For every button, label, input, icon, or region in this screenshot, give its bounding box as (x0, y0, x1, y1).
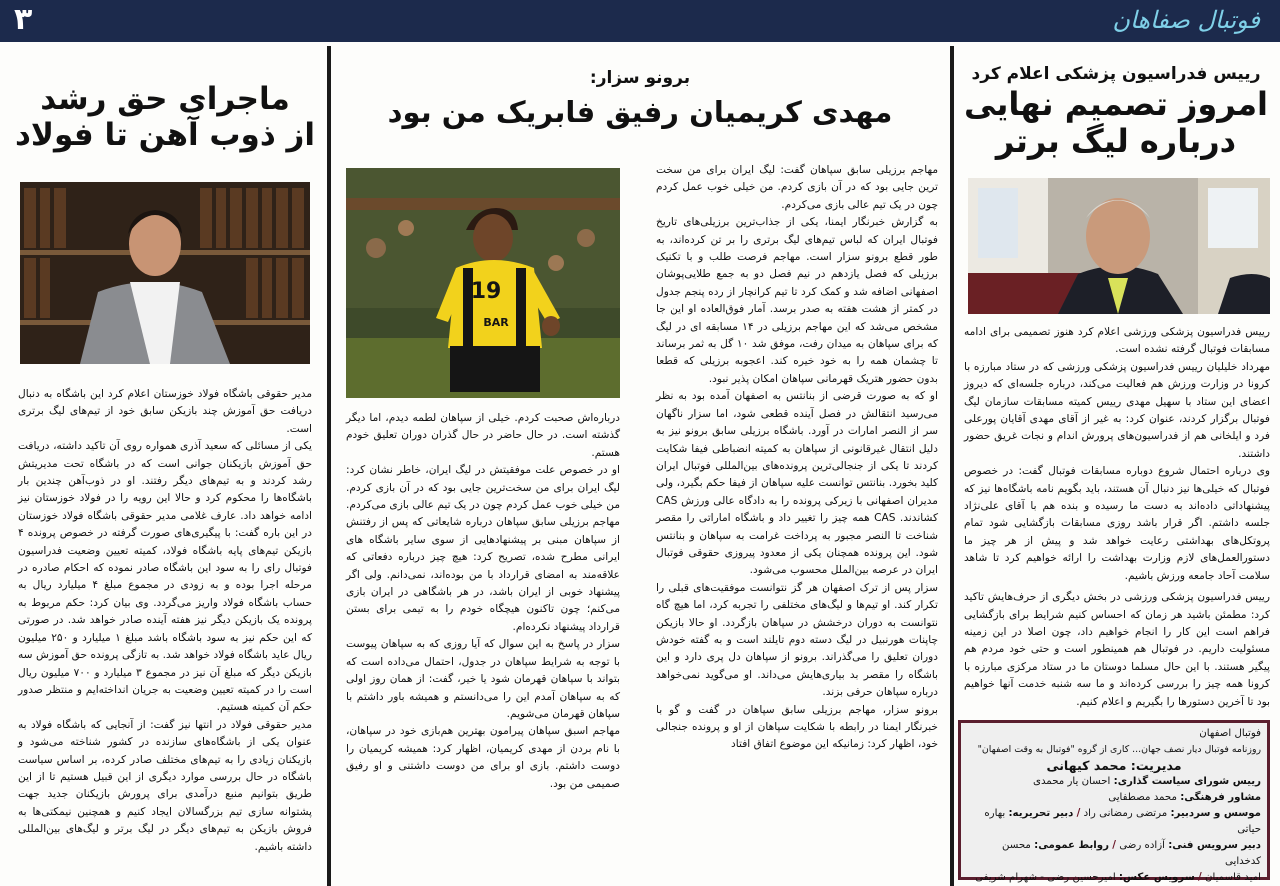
page-header-bar (0, 0, 1280, 42)
credits-name: محمد کیهانی (1046, 758, 1127, 773)
paragraph: مدیر حقوقی باشگاه فولاد خوزستان اعلام کرد این باشگاه به دنبال دریافت حق آموزش چند بازیکن سابق خود از تیم‌های لیگ برتری است. (18, 388, 312, 435)
paragraph: سزار پس از ترک اصفهان هر گز نتوانست موفقیت‌های قبلی را تکرار کند. او تیم‌ها و لیگ‌های مختلفی را تجربه کرد، اما هیچ گاه نتوانست به دوران درخشش در سپاهان بازگردد. او حالا بازیکن چاپنات هورنبیل در لیگ دسته دوم تایلند است و به گفته خودش دوران تعلیق را می‌گذراند. برونو از سپاهان دل پری دارد و این باشگاه را مقصر بد بیاری‌هایش می‌داند. او می‌گوید نمی‌خواهد درباره سپاهان حرفی بزند. (656, 581, 938, 699)
newspaper-logo: فوتبال صفاهان (1112, 6, 1260, 34)
paragraph: او در خصوص علت موفقیتش در لیگ ایران، خاطر نشان کرد: لیگ ایران برای من سخت‌ترین جایی بود که در آن بازی کردم. من خیلی خوب عمل کردم چون در یک تیم عالی بازی می‌کردم. (346, 464, 620, 512)
paragraph: یکی از مسائلی که سعید آذری همواره روی آن تاکید داشته، دریافت حق آموزش بازیکنان جوانی است که در باشگاه تحت مدیریتش رشد کردند و به تیم‌های دیگر رفتند. او در ذوب‌آهن چندین بار باشگاه‌ها را محکوم کرد و حالا این رویه را در فولاد خوزستان نیز ادامه خواهد داد. عارف غلامی مدیر حقوقی باشگاه فولاد خوزستان در این باره گفت: با پیگیری‌های صورت گرفته در خصوص پرونده ۴ بازیکن تیم‌های پایه باشگاه فولاد، کمیته تعیین وضعیت فدراسیون فوتبال رای را به سود این باشگاه صادر نموده که احکام صادره در مرحله اجرا بوده و به زودی در مجموع مبلغ ۴ میلیارد ریال به حساب باشگاه فولاد واریز می‌گردد. وی بیان کرد: حکم مربوط به پرونده یک بازیکن دیگر نیز هفته آینده صادر خواهد شد. در صورتی که این حکم نیز به سود باشگاه باشد مبلغ ۱ میلیارد و ۲۵۰ میلیون ریال عاید باشگاه فولاد خواهد شد. به تازگی پرونده حق آموزش سه بازیکن دیگر که مبلغ آن نیز در مجموع ۳ میلیارد و ۷۰۰ میلیون ریال است را در کمیته تعیین وضعیت به جریان انداخته‌ایم و منتظر صدور حکم آن کمیته هستیم. (18, 440, 313, 714)
column-divider-right (950, 46, 954, 886)
credits-tech: دبیر سرویس فنی: آزاده رضی / روابط عمومی: محسن کدخدایی (1001, 840, 1261, 867)
credits-label: دبیر سرویس فنی: (1168, 840, 1261, 851)
page-number: ۳ (14, 2, 33, 37)
credits-label: مدیریت: (1130, 758, 1182, 773)
credits-culture (967, 790, 1261, 806)
credits-label: موسس و سردبیر: (1170, 808, 1261, 819)
credits-name: محسن کدخدایی (1001, 840, 1261, 867)
legal-director-photo (20, 182, 310, 364)
credits-name: بهاره حیاتی (984, 808, 1261, 835)
paragraph: او که به صورت قرضی از بنانتس به اصفهان آمده بود به نظر می‌رسید انتقالش در فصل آینده قطعی شود، اما سزار ناگهان سر از النصر امارات در آورد. باشگاه برزیلی سابق برونو نیز به دلیل انتقال غیرقانونی از سپاهان به کمیته انضباطی فیفا شکایت کردند تا یکی از جنجالی‌ترین پرونده‌های بین‌المللی فوتبال ایران کلید بخورد. بنانتس توانست علیه سپاهان از فیفا حکم بگیرد، ولی مدیران اصفهانی با زیرکی پرونده را به دادگاه عالی ورزش CAS کشاندند. CAS همه چیز را تغییر داد و باشگاه اماراتی را مقصر شناخت تا النصر مجبور به پرداخت غرامت به سپاهان و بنانتس شود. این پرونده همچنان یکی از معدود پیروزی حقوقی فوتبال ایران در عرصه بین‌الملل محسوب می‌شود. (656, 390, 938, 577)
credits-policy (967, 774, 1261, 790)
credits-founder: موسس و سردبیر: مرتضی رمضانی راد / دبیر تحریریه: بهاره حیاتی (984, 808, 1261, 835)
credits-photo: امید قاسمیان / سرویس عکس: امیرحسین رضی - شهرام شریفی (975, 872, 1261, 883)
middle-article-headline: مهدی کریمیان رفیق فابریک من بود (387, 95, 893, 129)
middle-article (338, 46, 942, 882)
credits-name: آزاده رضی (1119, 840, 1165, 851)
credits-line: روزنامه فوتبال دیار نصف جهان... کاری از گروه "فوتبال به وقت اصفهان" (977, 744, 1261, 755)
credits-label: سرویس عکس: (1118, 872, 1195, 883)
credits-name: مرتضی رمضانی راد (1083, 808, 1168, 819)
right-article-body (964, 324, 1270, 711)
jersey-sponsor: BAR (483, 316, 509, 329)
paragraph: مهاجم اسبق سپاهان پیرامون بهترین هم‌بازی خود در سپاهان، با نام بردن از مهدی کریمیان، اظهار کرد: همیشه کریمیان را دوست داشتم. بازی او برای من دوست داشتنی و او رفیق صمیمی من بود. (346, 725, 620, 790)
credits-name: محمد مصطفایی (1108, 792, 1177, 803)
credits-label: روابط عمومی: (1034, 840, 1109, 851)
paragraph: سزار در پاسخ به این سوال که آیا روزی که به سپاهان پیوست با توجه به شرایط سپاهان در جدول، احتمال می‌داده است که بتواند با سپاهان قهرمان شود یا خیر، گفت: از همان روز اولی که به سپاهان آمدم این را می‌دانستم و همیشه باور داشتم با سپاهان قهرمان می‌شویم. (346, 638, 620, 720)
left-article-body (18, 386, 312, 856)
right-article-headline-line2: درباره لیگ برتر (995, 121, 1237, 160)
credits-manager (967, 758, 1261, 774)
credits-name: امید قاسمیان (1204, 872, 1261, 883)
paragraph: مهاجم برزیلی سابق سپاهان گفت: لیگ ایران برای من سخت ترین جایی بود که در آن بازی کردم. من خیلی خوب عمل کردم چون در یک تیم عالی بازی می‌کردم. (656, 164, 938, 211)
paragraph: مدیر حقوقی فولاد در انتها نیز گفت: از آنجایی که باشگاه فولاد به عنوان یکی از باشگاه‌های سازنده در کشور شناخته می‌شود و بازیکنان زیادی را به تیم‌های مختلف صادر کرده، بر اساس سیاست باشگاه در حال بررسی موارد دیگری از این قبیل هستیم تا از این طریق بتوانیم منبع درآمدی برای پرورش بازیکنان جدید جهت پشتوانه سازی تیم بزرگسالان ایجاد کنیم و همچنین نیمکتی‌ها به فروش بازیکن به تیم‌های دیگر در لیگ برتر و لیگ‌های بین‌المللی داشته باشیم. (18, 718, 312, 853)
middle-article-column-right (656, 162, 938, 754)
paragraph: برونو سزار، مهاجم برزیلی سابق سپاهان در گفت و گو با خبرنگار ایمنا در رابطه با شکایت سپاهان از او و پرونده جنجالی خود، اظهار کرد: زمانیکه این موضوع اتفاق افتاد (656, 703, 938, 751)
masthead-credits-box (958, 720, 1270, 883)
credits-label: رییس شورای سیاست گذاری: (1113, 776, 1261, 787)
left-article (12, 46, 318, 882)
left-article-headline-line1: ماجرای حق رشد (40, 81, 290, 117)
paragraph: به گزارش خبرنگار ایمنا، یکی از جذاب‌ترین برزیلی‌های تاریخ فوتبال ایران که لباس تیم‌های لیگ برتری را بر تن کرده‌اند، به طور قطع برونو سزار است. مهاجم فرصت طلب و با تکنیک برزیلی که فصل یازدهم در نیم فصل دو به جمع طلایی‌پوشان اصفهانی اضافه شد و کمک کرد تا تیم کرانچار از رده پنجم جدول در کمتر از هشت هفته به صدر برسد. آمار فوق‌العاده او این جا مشخص می‌شد که این مهاجم برزیلی در ۱۴ مسابقه ای در لیگ که برای سپاهان به میدان رفت، موفق شد ۱۰ گل به ثمر برساند تا چشمان همه را به خود خیره کند. اعجوبه برزیلی که قطعا بدون حضور هتریک قهرمانی سپاهان امکان پذیر نبود. (656, 216, 938, 385)
paragraph: وی درباره احتمال شروع دوباره مسابقات فوتبال گفت: در خصوص فوتبال که خیلی‌ها نیز دنبال آن هستند، باید بگویم نامه باشگاه‌ها نیز که پیشنهاداتی داده‌اند به دست ما رسیده و بنده هم با آقای علی‌نژاد جلسه داشتم. اگر قرار باشد روزی مسابقات بازگشایی شود تمام پروتکل‌های بهداشتی رعایت خواهد شد و پیش از هر چیز ما دستورالعمل‌های لازم وزارت بهداشت را ارائه خواهیم کرد تا شاهد سلامت آحاد جامعه ورزش باشیم. (964, 465, 1270, 582)
credits-label: مشاور فرهنگی: (1180, 792, 1261, 803)
credits-name: امیرحسین رضی - شهرام شریفی (975, 872, 1116, 883)
federation-official-photo (968, 178, 1270, 314)
middle-article-column-left (346, 410, 620, 793)
left-article-headline-line2: از ذوب آهن تا فولاد (15, 116, 315, 153)
jersey-number: 19 (470, 279, 502, 304)
right-article-kicker: رییس فدراسیون پزشکی اعلام کرد (971, 64, 1261, 84)
bruno-cesar-photo (346, 168, 620, 398)
paragraph: رییس فدراسیون پزشکی ورزشی در بخش دیگری از حرف‌هایش تاکید کرد: مطمئن باشید هر زمان که احساس کنیم شرایط برای بازگشایی فراهم است این کار را انجام خواهیم داد، چون اصلا در این زمینه مسئولیت داریم. در فوتبال هم همینطور است و حتی خود مردم هم پیگیر هستند. با این حال مسلما دوستان ما در ستاد مرکزی مبارزه با کرونا همه چیز را بررسی کرده‌اند و ما سه شنبه خدمت آنها خواهیم بود تا آخرین دستورها را بگیریم و اعلام کنیم. (964, 591, 1270, 708)
credits-name: احسان یار محمدی (1032, 776, 1111, 787)
credits-label: دبیر تحریریه: (1008, 808, 1074, 819)
right-article-headline-line1: امروز تصمیم نهایی (964, 85, 1268, 123)
paragraph: رییس فدراسیون پزشکی ورزشی اعلام کرد هنوز تصمیمی برای ادامه مسابقات فوتبال گرفته نشده است. (964, 326, 1270, 356)
credits-line: فوتبال اصفهان (1199, 728, 1261, 739)
paragraph: مهاجم برزیلی سابق سپاهان درباره شایعاتی که پس از رفتنش از سپاهان مبنی بر پیشنهادهایی از سوی سایر باشگاه های ایرانی مطرح شده، تصریح کرد: هیچ چیز درباره دفعاتی که علاقه‌مند به امضای قرارداد با من بوده‌اند، نمی‌دانم. ولی اگر پیشنهاد خوبی از ایران باشد، در هر باشگاهی در ایران بازی می‌کنم؛ چون تاکنون هیچگاه خودم را به تیمی برای بستن قرارداد پیشنهاد نکرده‌ام. (346, 516, 620, 633)
paragraph: درباره‌اش صحبت کردم. خیلی از سپاهان لطمه دیدم، اما دیگر گذشته است. در حال حاضر در حال گذران دوران تعلیق خودم هستم. (346, 412, 620, 459)
middle-article-kicker: برونو سزار: (589, 68, 691, 88)
paragraph: مهرداد خلیلیان رییس فدراسیون پزشکی ورزشی که در ستاد مبارزه با کرونا در وزارت ورزش هم فعالیت می‌کند، درباره جلسه‌ای که دیروز اعضای این ستاد با سهیل مهدی رییس کمیته مسابقات سازمان لیگ فوتبال برگزار کردند، عنوان کرد: به غیر از آقای مهدی آقایان پورعلی فرد و ایلخانی هم از فدراسیون‌های پرورش اندام و نجات غریق حضور داشتند. (964, 360, 1270, 460)
column-divider-left (327, 46, 331, 886)
